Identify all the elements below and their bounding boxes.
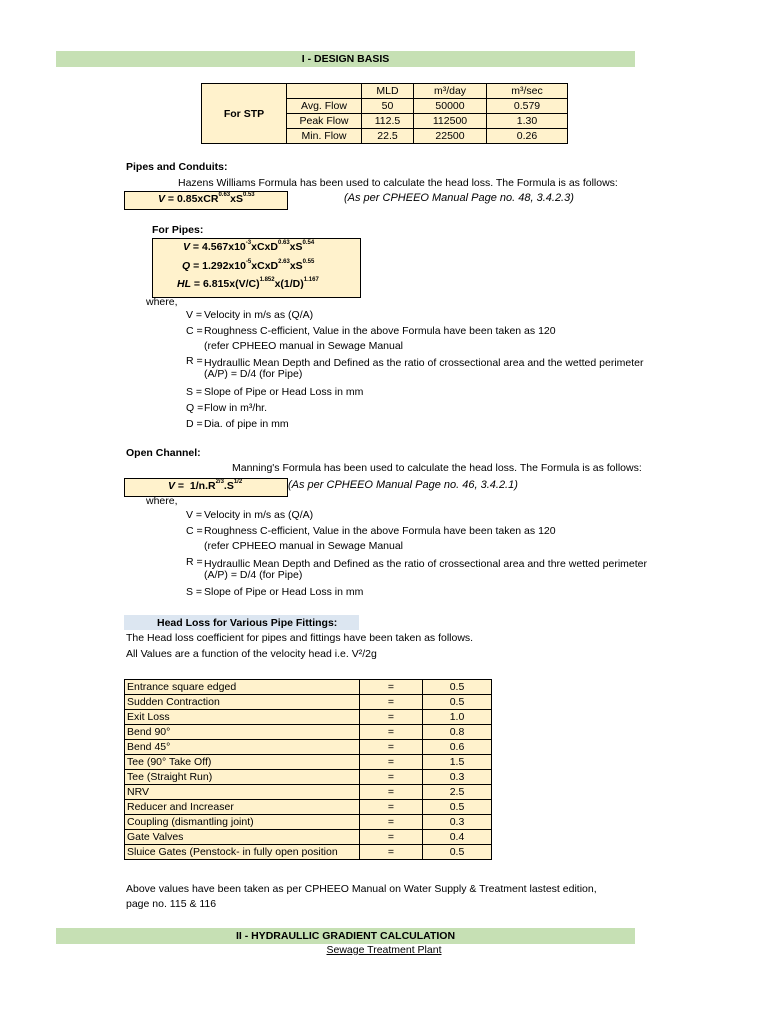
table-row bbox=[125, 770, 492, 785]
fitting-coefficient: 0.8 bbox=[423, 725, 492, 740]
fitting-coefficient: 0.3 bbox=[423, 770, 492, 785]
def-symbol: D = bbox=[186, 418, 203, 430]
def-symbol: V = bbox=[186, 309, 203, 321]
header-mld: MLD bbox=[362, 84, 414, 99]
table-row: Min. Flow 22.5 22500 0.26 bbox=[202, 129, 568, 144]
manning-reference: (As per CPHEEO Manual Page no. 46, 3.4.2.1) bbox=[288, 479, 518, 491]
for-pipes-heading: For Pipes: bbox=[152, 224, 204, 236]
fitting-name: Sluice Gates (Penstock- in fully open position bbox=[125, 845, 360, 860]
fitting-coefficient: 0.5 bbox=[423, 800, 492, 815]
fitting-name: Entrance square edged bbox=[125, 680, 360, 695]
def-symbol: R = bbox=[186, 355, 203, 367]
hazen-reference: (As per CPHEEO Manual Page no. 48, 3.4.2.3) bbox=[344, 192, 574, 204]
table-row bbox=[125, 800, 492, 815]
def-text: Dia. of pipe in mm bbox=[204, 418, 289, 430]
fitting-coefficient: 1.0 bbox=[423, 710, 492, 725]
def-symbol: C = bbox=[186, 525, 203, 537]
def-text: (A/P) = D/4 (for Pipe) bbox=[204, 368, 303, 380]
section-title-design-basis: I - DESIGN BASIS bbox=[56, 51, 635, 67]
fitting-equals: = bbox=[360, 695, 423, 710]
fitting-name: Bend 90° bbox=[125, 725, 360, 740]
fitting-equals: = bbox=[360, 740, 423, 755]
def-text: Roughness C-efficient, Value in the above Formula have been taken as 120 bbox=[204, 325, 556, 337]
pipes-where: where, bbox=[146, 296, 178, 308]
fitting-coefficient: 1.5 bbox=[423, 755, 492, 770]
formula-v: $V = 4.567x10^{-3}xCxD^{0.63}xS^{0.54}$ bbox=[183, 240, 315, 253]
def-text: Hydraullic Mean Depth and Defined as the ratio of crossectional area and thre wetted perimeter bbox=[204, 558, 647, 570]
table-row bbox=[125, 680, 492, 695]
fitting-equals: = bbox=[360, 770, 423, 785]
fittings-heading: Head Loss for Various Pipe Fittings: bbox=[157, 617, 338, 629]
fitting-name: Coupling (dismantling joint) bbox=[125, 815, 360, 830]
table-row: Avg. Flow 50 50000 0.579 bbox=[202, 99, 568, 114]
def-text: (refer CPHEEO manual in Sewage Manual bbox=[204, 540, 404, 552]
def-symbol: R = bbox=[186, 556, 203, 568]
table-row: Peak Flow 112.5 112500 1.30 bbox=[202, 114, 568, 129]
fitting-name: Sudden Contraction bbox=[125, 695, 360, 710]
table-row bbox=[125, 725, 492, 740]
fitting-name: Tee (90° Take Off) bbox=[125, 755, 360, 770]
def-text: Slope of Pipe or Head Loss in mm bbox=[204, 386, 364, 398]
fitting-coefficient: 0.5 bbox=[423, 695, 492, 710]
table-row bbox=[125, 695, 492, 710]
def-text: Velocity in m/s as (Q/A) bbox=[204, 509, 314, 521]
fitting-equals: = bbox=[360, 845, 423, 860]
table-row bbox=[125, 710, 492, 725]
def-text: Flow in m³/hr. bbox=[204, 402, 268, 414]
pipes-heading: Pipes and Conduits: bbox=[126, 161, 228, 173]
fitting-coefficient: 0.4 bbox=[423, 830, 492, 845]
hazen-formula: $V = 0.85xCR^{0.63}xS^{0.53}$ bbox=[158, 192, 255, 205]
fitting-name: Exit Loss bbox=[125, 710, 360, 725]
fitting-equals: = bbox=[360, 800, 423, 815]
def-text: Hydraullic Mean Depth and Defined as the ratio of crossectional area and the wetted perimeter bbox=[204, 357, 644, 369]
def-text: Velocity in m/s as (Q/A) bbox=[204, 309, 314, 321]
formula-hl: HL = $6.815x(V/C)^{1.852}x(1/D)^{1.167}$ bbox=[177, 277, 319, 290]
def-text: Roughness C-efficient, Value in the above Formula have been taken as 120 bbox=[204, 525, 556, 537]
fitting-coefficient: 0.5 bbox=[423, 845, 492, 860]
pipes-intro: Hazens Williams Formula has been used to calculate the head loss. The Formula is as follows: bbox=[178, 177, 618, 189]
table-row bbox=[125, 740, 492, 755]
table-row bbox=[125, 755, 492, 770]
fitting-name: Gate Valves bbox=[125, 830, 360, 845]
stp-flow-table bbox=[201, 83, 568, 144]
fitting-equals: = bbox=[360, 830, 423, 845]
def-text: (refer CPHEEO manual in Sewage Manual bbox=[204, 340, 404, 352]
fitting-coefficient: 0.5 bbox=[423, 680, 492, 695]
table-row bbox=[125, 845, 492, 860]
stp-label: For STP bbox=[202, 84, 287, 144]
fittings-note2: page no. 115 & 116 bbox=[126, 898, 217, 910]
fitting-equals: = bbox=[360, 755, 423, 770]
table-row bbox=[125, 785, 492, 800]
fittings-table bbox=[124, 679, 492, 860]
fitting-equals: = bbox=[360, 680, 423, 695]
fittings-line1: The Head loss coefficient for pipes and fittings have been taken as follows. bbox=[126, 632, 474, 644]
fittings-note1: Above values have been taken as per CPHEEO Manual on Water Supply & Treatment lastest edition, bbox=[126, 883, 597, 895]
open-channel-heading: Open Channel: bbox=[126, 447, 201, 459]
fitting-name: Reducer and Increaser bbox=[125, 800, 360, 815]
fitting-equals: = bbox=[360, 815, 423, 830]
def-symbol: S = bbox=[186, 386, 203, 398]
section-title-hydraulic-gradient: II - HYDRAULLIC GRADIENT CALCULATION bbox=[56, 928, 635, 944]
fitting-name: Tee (Straight Run) bbox=[125, 770, 360, 785]
fitting-equals: = bbox=[360, 710, 423, 725]
fitting-equals: = bbox=[360, 725, 423, 740]
fitting-name: Bend 45° bbox=[125, 740, 360, 755]
def-symbol: S = bbox=[186, 586, 203, 598]
fitting-coefficient: 0.3 bbox=[423, 815, 492, 830]
def-text: Slope of Pipe or Head Loss in mm bbox=[204, 586, 364, 598]
manning-formula: $V = 1/n.R^{2/3}.S^{1/2}$ bbox=[168, 479, 243, 492]
header-m3sec: m³/sec bbox=[487, 84, 568, 99]
header-m3day: m³/day bbox=[414, 84, 487, 99]
fitting-coefficient: 0.6 bbox=[423, 740, 492, 755]
def-symbol: V = bbox=[186, 509, 203, 521]
fitting-equals: = bbox=[360, 785, 423, 800]
def-symbol: Q = bbox=[186, 402, 204, 414]
def-symbol: C = bbox=[186, 325, 203, 337]
table-row bbox=[125, 815, 492, 830]
fittings-line2: All Values are a function of the velocity head i.e. V²/2g bbox=[126, 648, 377, 660]
def-text: (A/P) = D/4 (for Pipe) bbox=[204, 569, 303, 581]
open-channel-where: where, bbox=[146, 495, 178, 507]
formula-q: $Q = 1.292x10^{-5}xCxD^{2.63}xS^{0.55}$ bbox=[182, 259, 315, 272]
open-channel-intro: Manning's Formula has been used to calculate the head loss. The Formula is as follows: bbox=[232, 462, 642, 474]
fitting-coefficient: 2.5 bbox=[423, 785, 492, 800]
table-row bbox=[125, 830, 492, 845]
fitting-name: NRV bbox=[125, 785, 360, 800]
section2-subtitle: Sewage Treatment Plant bbox=[326, 944, 442, 956]
